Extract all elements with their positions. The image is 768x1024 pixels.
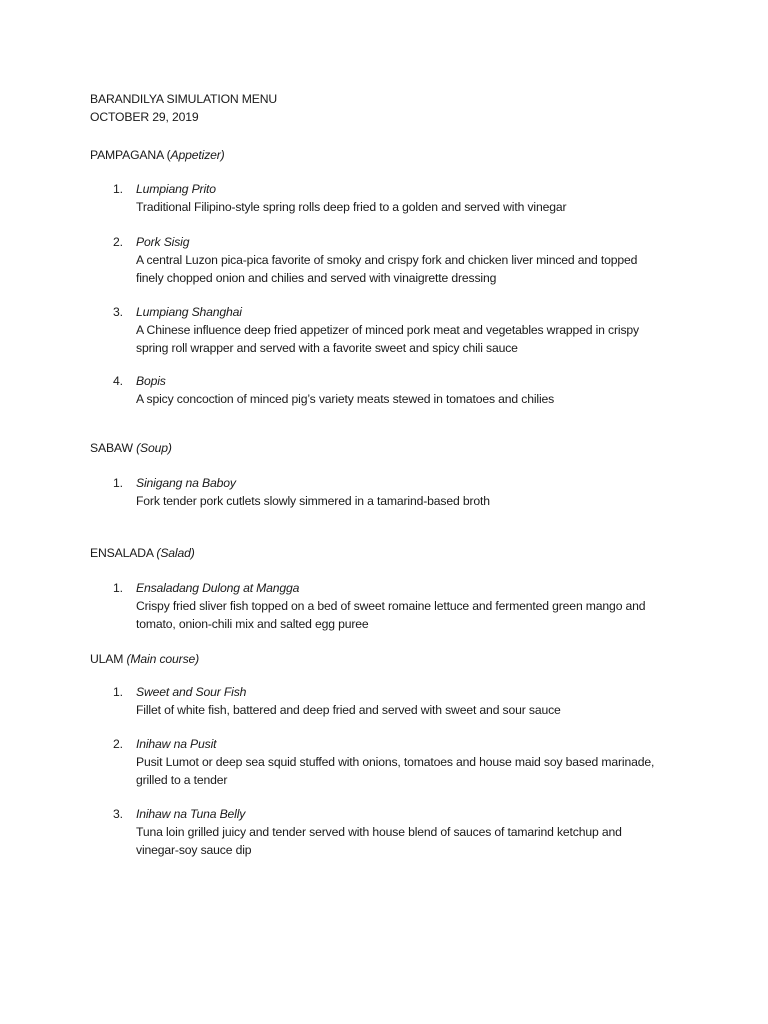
item-number: 4. — [113, 374, 123, 388]
section-appetizer — [90, 146, 690, 406]
section-heading-english: (Main course) — [126, 652, 200, 666]
item-description: Fork tender pork cutlets slowly simmered in a tamarind-based broth — [136, 494, 490, 508]
item-description: A Chinese influence deep fried appetizer of minced pork meat and vegetables wrapped in crispy spring roll wrapper and served with a favorite sweet and spicy chili sauce — [136, 323, 639, 355]
section-heading-native: ULAM — [90, 652, 124, 666]
section-heading-paren: ( — [166, 148, 171, 162]
menu-document — [90, 90, 690, 857]
section-heading — [90, 650, 690, 668]
item-number: 2. — [113, 235, 123, 249]
item-description: A spicy concoction of minced pig’s variety meats stewed in tomatoes and chilies — [136, 392, 555, 406]
item-description: Traditional Filipino-style spring rolls deep fried to a golden and served with vinegar — [136, 200, 567, 214]
item-number: 1. — [113, 476, 123, 490]
section-soup — [90, 439, 690, 508]
item-description: Crispy fried sliver fish topped on a bed of sweet romaine lettuce and fermented green mango and tomato, onion-chili mix and salted egg puree — [136, 599, 646, 631]
item-description: Fillet of white fish, battered and deep fried and served with sweet and sour sauce — [136, 703, 561, 717]
item-name: Ensaladang Dulong at Mangga — [136, 581, 300, 595]
item-name: Lumpiang Shanghai — [136, 305, 242, 319]
section-heading — [90, 544, 690, 562]
item-number: 2. — [113, 737, 123, 751]
document-date: OCTOBER 29, 2019 — [90, 110, 199, 124]
item-number: 1. — [113, 685, 123, 699]
item-name: Sweet and Sour Fish — [136, 685, 247, 699]
item-name: Inihaw na Tuna Belly — [136, 807, 246, 821]
section-heading-english: Appetizer) — [170, 148, 225, 162]
item-name: Inihaw na Pusit — [136, 737, 217, 751]
item-description: Tuna loin grilled juicy and tender served with house blend of sauces of tamarind ketchup and vinegar-soy sauce dip — [136, 825, 622, 857]
item-name: Pork Sisig — [136, 235, 190, 249]
section-main-course — [90, 650, 690, 857]
section-heading-english: (Salad) — [156, 546, 195, 560]
document-title: BARANDILYA SIMULATION MENU — [90, 92, 278, 106]
item-name: Sinigang na Baboy — [136, 476, 236, 490]
item-number: 3. — [113, 305, 123, 319]
item-number: 3. — [113, 807, 123, 821]
section-heading-native: ENSALADA — [90, 546, 154, 560]
item-name: Lumpiang Prito — [136, 182, 216, 196]
section-heading-native: SABAW — [90, 441, 133, 455]
section-heading — [90, 146, 690, 164]
section-salad — [90, 544, 690, 631]
section-heading-english: (Soup) — [136, 441, 172, 455]
item-name: Bopis — [136, 374, 166, 388]
section-heading — [90, 439, 690, 457]
item-number: 1. — [113, 182, 123, 196]
item-description: Pusit Lumot or deep sea squid stuffed with onions, tomatoes and house maid soy based marinade, grilled to a tender — [136, 755, 655, 787]
item-number: 1. — [113, 581, 123, 595]
section-heading-native: PAMPAGANA — [90, 148, 164, 162]
item-description: A central Luzon pica-pica favorite of smoky and crispy fork and chicken liver minced and topped finely chopped onion and chilies and served with vinaigrette dressing — [136, 253, 638, 285]
